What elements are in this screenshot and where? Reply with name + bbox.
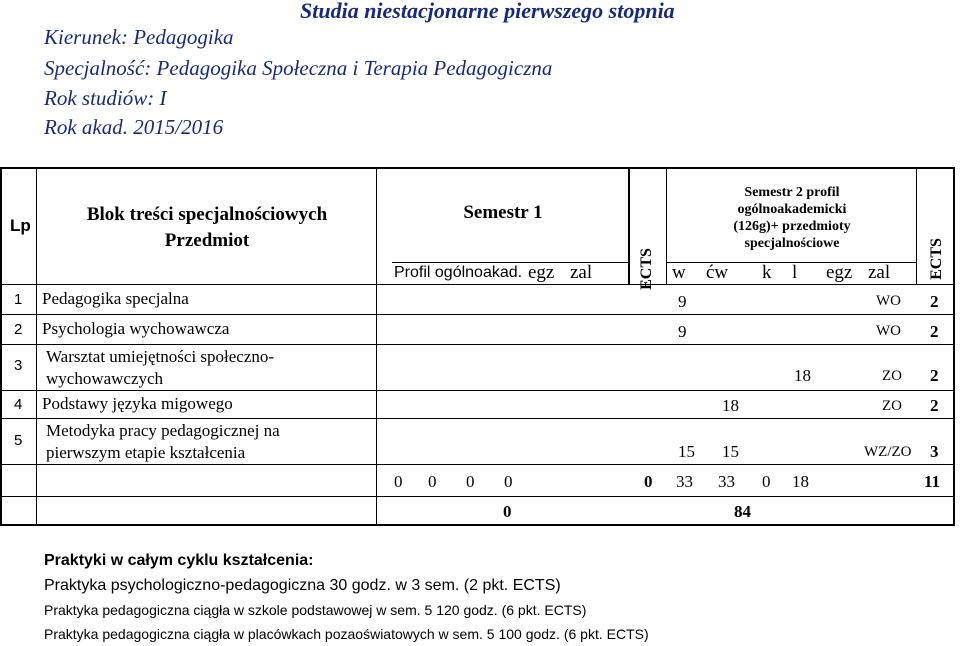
row-w: 9 [678, 292, 687, 311]
sem1-zal-header: zal [570, 262, 593, 283]
practice-line: Praktyka pedagogiczna ciągła w placówkach pozaoświatowych w sem. 5 100 godz. (6 pkt. ECTS) [44, 626, 649, 642]
row-l: 18 [794, 366, 811, 385]
row-lp: 3 [14, 357, 23, 374]
col-divider [376, 167, 377, 526]
row-divider [0, 418, 955, 419]
row-ects: 2 [930, 396, 939, 415]
sem2-egz-header: egz [826, 262, 853, 283]
sem2-w-header: w [672, 262, 686, 283]
rok-akad-line [44, 115, 223, 140]
sum-sem2-ects: 11 [924, 472, 941, 491]
total-sem1: 0 [503, 502, 512, 521]
ects2-header: ECTS [928, 238, 945, 280]
col-divider [36, 167, 37, 526]
row-lp: 1 [14, 291, 23, 308]
sum-sem2-value: 18 [792, 472, 809, 491]
row-subject [46, 420, 280, 464]
sum-sem1-value: 0 [466, 472, 475, 491]
sem2-header-line: specjalnościowe [744, 236, 840, 251]
row-divider [0, 314, 955, 315]
row-cw: 18 [722, 396, 739, 415]
sem2-header-line: (126g)+ przedmioty [733, 219, 851, 234]
row-lp: 5 [14, 432, 23, 449]
row-w: 9 [678, 322, 687, 341]
row-divider [0, 390, 955, 391]
practice-heading: Praktyki w całym cyklu kształcenia: [44, 552, 314, 569]
row-subject-line: pierwszym etapie kształcenia [46, 443, 246, 462]
row-zal: ZO [882, 398, 902, 414]
row-divider [0, 344, 955, 345]
row-zal: WO [876, 293, 901, 309]
rok-akad-value: 2015/2016 [133, 115, 224, 139]
col-divider [916, 167, 917, 285]
sem2-header-line: Semestr 2 profil [744, 185, 840, 200]
sem1-profile-header: Profil ogólnoakad. [394, 264, 523, 281]
row-subject-line: Metodyka pracy pedagogicznej na [46, 421, 280, 440]
sem2-cw-header: ćw [706, 262, 729, 283]
sem2-header [668, 184, 916, 252]
sum-sem1-value: 0 [504, 472, 513, 491]
sum-sem1-value: 0 [394, 472, 403, 491]
row-subject-line: wychowawczych [46, 369, 164, 388]
sum-sem1-ects: 0 [644, 472, 653, 491]
specjalnosc-line: Specjalność: Pedagogika Społeczna i Terapia Pedagogiczna [44, 56, 553, 80]
ects1-header: ECTS [638, 248, 655, 290]
sum-sem2-value: 0 [762, 472, 771, 491]
sem1-subheader-divider [392, 262, 628, 263]
col-divider [628, 167, 630, 285]
row-ects: 2 [930, 322, 939, 341]
row-subject: Podstawy języka migowego [42, 394, 233, 413]
sem2-zal-header: zal [868, 262, 891, 283]
rok-studiow-value: I [159, 86, 167, 110]
page-title: Studia niestacjonarne pierwszego stopnia [300, 0, 675, 23]
blok-header [40, 202, 374, 254]
sem1-header: Semestr 1 [463, 202, 543, 223]
lp-header: Lp [10, 216, 31, 235]
row-lp: 4 [14, 396, 23, 413]
sem2-l-header: l [792, 262, 798, 283]
sem2-header-line: ogólnoakademicki [737, 202, 847, 217]
row-divider [0, 464, 955, 465]
row-cw: 15 [722, 442, 739, 461]
sem1-egz-header: egz [528, 262, 555, 283]
sum-sem2-value: 33 [676, 472, 693, 491]
rok-studiow-line [44, 86, 167, 111]
kierunek-label: Kierunek: [44, 25, 128, 49]
kierunek-line [44, 25, 234, 50]
total-sem2: 84 [734, 502, 751, 521]
row-w: 15 [678, 442, 695, 461]
sum-sem1-value: 0 [428, 472, 437, 491]
row-ects: 3 [930, 442, 939, 461]
rok-akad-label: Rok akad. [44, 115, 128, 139]
row-ects: 2 [930, 292, 939, 311]
row-zal: WZ/ZO [864, 444, 912, 460]
row-subject [46, 346, 274, 390]
row-subject: Pedagogika specjalna [42, 289, 189, 308]
col-divider [666, 167, 667, 285]
blok-header-line1: Blok treści specjalnościowych [86, 204, 328, 225]
row-lp: 2 [14, 321, 23, 338]
practice-line: Praktyka psychologiczno-pedagogiczna 30 godz. w 3 sem. (2 pkt. ECTS) [44, 577, 561, 594]
row-zal: WO [876, 323, 901, 339]
row-divider [0, 284, 955, 285]
blok-header-line2: Przedmiot [164, 230, 250, 251]
row-subject: Psychologia wychowawcza [42, 319, 230, 338]
row-subject-line: Warsztat umiejętności społeczno- [46, 347, 275, 366]
row-divider [0, 496, 955, 497]
row-ects: 2 [930, 366, 939, 385]
kierunek-value: Pedagogika [133, 25, 234, 49]
row-zal: ZO [882, 368, 902, 384]
rok-studiow-label: Rok studiów: [44, 86, 155, 110]
practice-line: Praktyka pedagogiczna ciągła w szkole podstawowej w sem. 5 120 godz. (6 pkt. ECTS) [44, 602, 587, 618]
sem2-k-header: k [762, 262, 772, 283]
sum-sem2-value: 33 [718, 472, 735, 491]
